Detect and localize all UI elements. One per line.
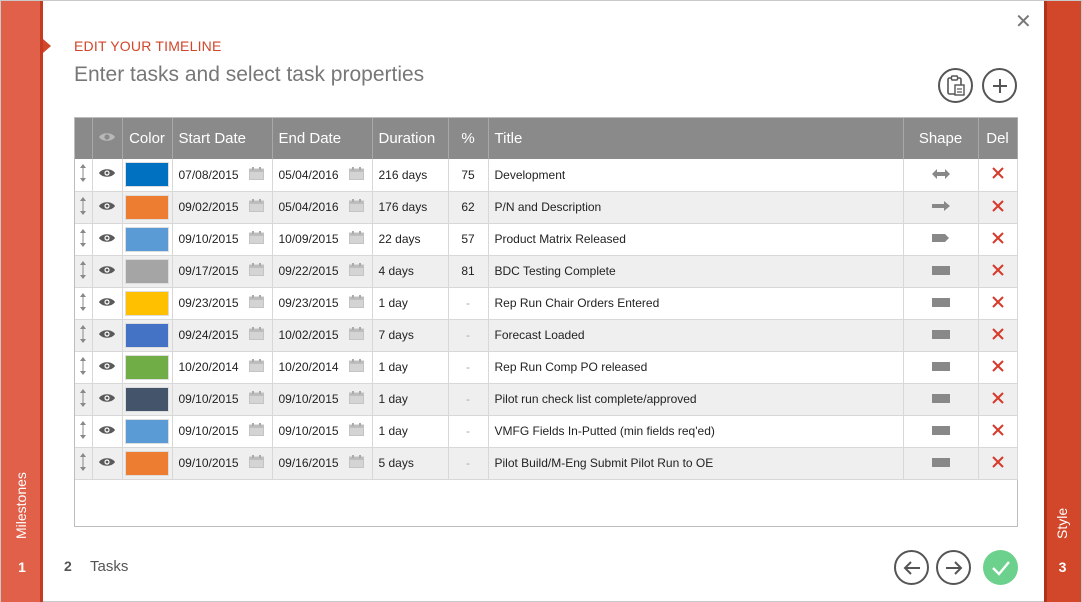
add-task-button[interactable] — [982, 68, 1017, 103]
visibility-toggle[interactable] — [92, 159, 122, 191]
color-swatch-cell[interactable] — [122, 351, 172, 383]
start-date-cell[interactable] — [172, 415, 272, 447]
calendar-icon[interactable] — [249, 359, 264, 375]
eye-icon — [98, 424, 116, 436]
title-cell[interactable]: Pilot Build/M-Eng Submit Pilot Run to OE — [488, 447, 903, 479]
end-date-value: 10/20/2014 — [278, 360, 339, 374]
task-table — [75, 118, 1018, 480]
title-cell[interactable]: P/N and Description — [488, 191, 903, 223]
duration-cell[interactable]: 1 day — [372, 351, 448, 383]
start-date-cell[interactable] — [172, 287, 272, 319]
clipboard-icon — [946, 75, 966, 97]
color-swatch[interactable] — [125, 291, 169, 316]
eye-icon — [98, 296, 116, 308]
color-swatch[interactable] — [125, 355, 169, 380]
delete-cell[interactable] — [978, 255, 1017, 287]
calendar-icon[interactable] — [249, 167, 264, 183]
percent-value: - — [466, 392, 470, 406]
table-row — [75, 159, 1017, 191]
end-date-value: 09/10/2015 — [278, 392, 339, 406]
title-cell[interactable]: VMFG Fields In-Putted (min fields req'ed) — [488, 415, 903, 447]
title-cell[interactable]: Rep Run Comp PO released — [488, 351, 903, 383]
delete-icon — [992, 200, 1004, 212]
end-date-cell[interactable] — [272, 255, 372, 287]
visibility-toggle[interactable] — [92, 255, 122, 287]
title-cell[interactable]: BDC Testing Complete — [488, 255, 903, 287]
percent-value: - — [466, 360, 470, 374]
visibility-toggle[interactable] — [92, 191, 122, 223]
eye-icon — [98, 264, 116, 276]
color-swatch-cell[interactable] — [122, 159, 172, 191]
percent-cell[interactable] — [448, 223, 488, 255]
calendar-icon[interactable] — [249, 263, 264, 279]
calendar-icon[interactable] — [249, 295, 264, 311]
percent-cell[interactable] — [448, 383, 488, 415]
calendar-icon[interactable] — [349, 327, 364, 343]
drag-handle[interactable] — [75, 255, 92, 287]
drag-handle[interactable] — [75, 191, 92, 223]
title-cell[interactable]: Rep Run Chair Orders Entered — [488, 287, 903, 319]
calendar-icon[interactable] — [249, 391, 264, 407]
drag-handle[interactable] — [75, 447, 92, 479]
end-date-column-header: End Date — [272, 118, 372, 159]
end-date-value: 09/16/2015 — [278, 456, 339, 470]
end-date-cell[interactable] — [272, 383, 372, 415]
delete-icon — [992, 264, 1004, 276]
shape-double-arrow-icon[interactable] — [932, 168, 950, 182]
eye-icon — [98, 328, 116, 340]
start-date-value: 09/17/2015 — [178, 264, 239, 278]
drag-handle-icon — [79, 452, 87, 472]
percent-cell[interactable] — [448, 351, 488, 383]
drag-handle-icon — [79, 292, 87, 312]
start-date-value: 09/10/2015 — [178, 456, 239, 470]
visibility-toggle[interactable] — [92, 319, 122, 351]
drag-handle[interactable] — [75, 319, 92, 351]
percent-value: 62 — [461, 200, 475, 214]
end-date-value: 09/23/2015 — [278, 296, 339, 310]
shape-cell[interactable] — [903, 447, 978, 479]
drag-handle[interactable] — [75, 223, 92, 255]
calendar-icon[interactable] — [249, 455, 264, 471]
title-cell[interactable]: Pilot run check list complete/approved — [488, 383, 903, 415]
start-date-cell[interactable] — [172, 447, 272, 479]
duration-cell[interactable]: 5 days — [372, 447, 448, 479]
style-step-label: Style — [1054, 507, 1070, 539]
eye-icon — [98, 131, 116, 143]
page-title: EDIT YOUR TIMELINE — [74, 38, 222, 54]
title-cell[interactable]: Product Matrix Released — [488, 223, 903, 255]
percent-value: - — [466, 328, 470, 342]
start-date-value: 09/23/2015 — [178, 296, 239, 310]
shape-cell[interactable] — [903, 383, 978, 415]
table-row — [75, 223, 1017, 255]
percent-column-header: % — [448, 118, 488, 159]
drag-handle-icon — [79, 388, 87, 408]
end-date-cell[interactable] — [272, 159, 372, 191]
table-row — [75, 447, 1017, 479]
delete-icon — [992, 392, 1004, 404]
checkmark-icon — [991, 560, 1011, 576]
title-column-header: Title — [488, 118, 903, 159]
eye-icon — [98, 392, 116, 404]
drag-handle[interactable] — [75, 383, 92, 415]
table-row — [75, 287, 1017, 319]
color-swatch-cell[interactable] — [122, 319, 172, 351]
plus-icon — [991, 77, 1009, 95]
end-date-value: 09/10/2015 — [278, 424, 339, 438]
duration-column-header: Duration — [372, 118, 448, 159]
duration-cell[interactable]: 22 days — [372, 223, 448, 255]
calendar-icon[interactable] — [249, 327, 264, 343]
drag-handle-icon — [79, 420, 87, 440]
table-row — [75, 415, 1017, 447]
color-swatch[interactable] — [125, 451, 169, 476]
calendar-icon[interactable] — [349, 295, 364, 311]
duration-cell[interactable]: 1 day — [372, 415, 448, 447]
delete-cell[interactable] — [978, 383, 1017, 415]
start-date-value: 09/02/2015 — [178, 200, 239, 214]
visibility-toggle[interactable] — [92, 447, 122, 479]
delete-cell[interactable] — [978, 191, 1017, 223]
start-date-cell[interactable] — [172, 223, 272, 255]
delete-icon — [992, 456, 1004, 468]
percent-value: - — [466, 296, 470, 310]
delete-column-header: Del — [978, 118, 1017, 159]
percent-cell[interactable] — [448, 319, 488, 351]
color-swatch[interactable] — [125, 162, 169, 187]
percent-value: - — [466, 424, 470, 438]
active-step-notch — [43, 39, 51, 53]
color-swatch-cell[interactable] — [122, 223, 172, 255]
calendar-icon[interactable] — [249, 199, 264, 215]
shape-bar-icon[interactable] — [932, 264, 950, 278]
drag-handle-icon — [79, 260, 87, 280]
end-date-cell[interactable] — [272, 287, 372, 319]
calendar-icon[interactable] — [349, 423, 364, 439]
color-column-header: Color — [122, 118, 172, 159]
table-row — [75, 351, 1017, 383]
color-swatch-cell[interactable] — [122, 287, 172, 319]
shape-bar-icon[interactable] — [932, 296, 950, 310]
style-step-number: 3 — [1058, 559, 1067, 575]
percent-cell[interactable] — [448, 447, 488, 479]
drag-handle-icon — [79, 356, 87, 376]
percent-value: - — [466, 456, 470, 470]
start-date-cell[interactable] — [172, 159, 272, 191]
end-date-cell[interactable] — [272, 223, 372, 255]
duration-cell[interactable]: 1 day — [372, 383, 448, 415]
calendar-icon[interactable] — [349, 359, 364, 375]
shape-cell[interactable] — [903, 191, 978, 223]
drag-handle[interactable] — [75, 351, 92, 383]
percent-cell[interactable] — [448, 191, 488, 223]
table-header-row — [75, 118, 1017, 159]
delete-cell[interactable] — [978, 223, 1017, 255]
delete-cell[interactable] — [978, 159, 1017, 191]
percent-cell[interactable] — [448, 159, 488, 191]
eye-icon — [98, 200, 116, 212]
duration-cell[interactable]: 4 days — [372, 255, 448, 287]
drag-handle[interactable] — [75, 415, 92, 447]
shape-cell[interactable] — [903, 159, 978, 191]
start-date-cell[interactable] — [172, 319, 272, 351]
color-swatch[interactable] — [125, 419, 169, 444]
delete-icon — [992, 167, 1004, 179]
right-tab-stripe — [1044, 1, 1047, 602]
shape-cell[interactable] — [903, 415, 978, 447]
table-row — [75, 191, 1017, 223]
color-swatch-cell[interactable] — [122, 383, 172, 415]
start-date-value: 10/20/2014 — [178, 360, 239, 374]
done-button[interactable] — [983, 550, 1018, 585]
start-date-value: 09/10/2015 — [178, 392, 239, 406]
left-tab-stripe — [40, 1, 43, 602]
calendar-icon[interactable] — [249, 231, 264, 247]
arrow-left-icon — [902, 560, 922, 576]
color-swatch-cell[interactable] — [122, 255, 172, 287]
shape-cell[interactable] — [903, 319, 978, 351]
calendar-icon[interactable] — [349, 455, 364, 471]
delete-cell[interactable] — [978, 319, 1017, 351]
percent-value: 57 — [461, 232, 475, 246]
shape-cell[interactable] — [903, 351, 978, 383]
drag-handle-icon — [79, 163, 87, 183]
visibility-column-header[interactable] — [92, 118, 122, 159]
task-grid — [74, 117, 1018, 527]
end-date-cell[interactable] — [272, 415, 372, 447]
title-cell[interactable]: Development — [488, 159, 903, 191]
page-subtitle: Enter tasks and select task properties — [74, 63, 425, 86]
percent-value: 81 — [461, 264, 475, 278]
color-swatch-cell[interactable] — [122, 415, 172, 447]
visibility-toggle[interactable] — [92, 223, 122, 255]
shape-bar-icon[interactable] — [932, 424, 950, 438]
visibility-toggle[interactable] — [92, 383, 122, 415]
color-swatch[interactable] — [125, 195, 169, 220]
paste-tasks-button[interactable] — [938, 68, 973, 103]
duration-cell[interactable]: 216 days — [372, 159, 448, 191]
eye-icon — [98, 232, 116, 244]
start-date-value: 09/10/2015 — [178, 232, 239, 246]
shape-bar-icon[interactable] — [932, 456, 950, 470]
end-date-value: 05/04/2016 — [278, 167, 339, 182]
shape-pentagon-icon[interactable] — [932, 232, 950, 246]
delete-cell[interactable] — [978, 287, 1017, 319]
shape-bar-icon[interactable] — [932, 328, 950, 342]
drag-handle-icon — [79, 324, 87, 344]
delete-cell[interactable] — [978, 447, 1017, 479]
tasks-step-number: 2 — [64, 558, 72, 574]
eye-icon — [98, 360, 116, 372]
delete-icon — [992, 360, 1004, 372]
style-step-tab[interactable] — [1044, 1, 1081, 602]
milestones-step-tab[interactable] — [1, 1, 43, 602]
visibility-toggle[interactable] — [92, 351, 122, 383]
color-swatch-cell[interactable] — [122, 447, 172, 479]
calendar-icon[interactable] — [349, 167, 364, 183]
delete-icon — [992, 328, 1004, 340]
tasks-step-label: Tasks — [90, 558, 129, 575]
end-date-value: 09/22/2015 — [278, 264, 339, 278]
visibility-toggle[interactable] — [92, 287, 122, 319]
end-date-cell[interactable] — [272, 447, 372, 479]
color-swatch[interactable] — [125, 259, 169, 284]
drag-handle-icon — [79, 228, 87, 248]
end-date-cell[interactable] — [272, 191, 372, 223]
start-date-value: 07/08/2015 — [178, 167, 239, 182]
task-rows — [75, 159, 1017, 479]
color-swatch[interactable] — [125, 323, 169, 348]
calendar-icon[interactable] — [349, 199, 364, 215]
end-date-value: 10/09/2015 — [278, 232, 339, 246]
duration-cell[interactable]: 1 day — [372, 287, 448, 319]
percent-cell[interactable] — [448, 287, 488, 319]
next-button[interactable] — [936, 550, 971, 585]
title-cell[interactable]: Forecast Loaded — [488, 319, 903, 351]
delete-icon — [992, 296, 1004, 308]
eye-icon — [98, 456, 116, 468]
drag-column-header — [75, 118, 92, 159]
delete-icon — [992, 232, 1004, 244]
visibility-toggle[interactable] — [92, 415, 122, 447]
calendar-icon[interactable] — [349, 391, 364, 407]
end-date-cell[interactable] — [272, 351, 372, 383]
shape-bar-icon[interactable] — [932, 360, 950, 374]
duration-cell[interactable]: 7 days — [372, 319, 448, 351]
close-icon[interactable]: ✕ — [1015, 11, 1032, 33]
table-row — [75, 383, 1017, 415]
delete-icon — [992, 424, 1004, 436]
color-swatch[interactable] — [125, 387, 169, 412]
drag-handle[interactable] — [75, 287, 92, 319]
start-date-cell[interactable] — [172, 255, 272, 287]
percent-cell[interactable] — [448, 255, 488, 287]
milestones-step-label: Milestones — [13, 472, 29, 539]
delete-cell[interactable] — [978, 415, 1017, 447]
start-date-value: 09/10/2015 — [178, 424, 239, 438]
drag-handle-icon — [79, 196, 87, 216]
start-date-cell[interactable] — [172, 351, 272, 383]
shape-column-header: Shape — [903, 118, 978, 159]
delete-cell[interactable] — [978, 351, 1017, 383]
color-swatch-cell[interactable] — [122, 191, 172, 223]
shape-bar-icon[interactable] — [932, 392, 950, 406]
calendar-icon[interactable] — [349, 231, 364, 247]
shape-cell[interactable] — [903, 223, 978, 255]
start-date-column-header: Start Date — [172, 118, 272, 159]
arrow-right-icon — [944, 560, 964, 576]
duration-cell[interactable]: 176 days — [372, 191, 448, 223]
start-date-cell[interactable] — [172, 191, 272, 223]
start-date-value: 09/24/2015 — [178, 328, 239, 342]
percent-cell[interactable] — [448, 415, 488, 447]
milestones-step-number: 1 — [18, 559, 26, 575]
start-date-cell[interactable] — [172, 383, 272, 415]
shape-cell[interactable] — [903, 287, 978, 319]
end-date-cell[interactable] — [272, 319, 372, 351]
end-date-value: 10/02/2015 — [278, 328, 339, 342]
shape-arrow-icon[interactable] — [932, 200, 950, 214]
table-row — [75, 319, 1017, 351]
table-row — [75, 255, 1017, 287]
color-swatch[interactable] — [125, 227, 169, 252]
calendar-icon[interactable] — [249, 423, 264, 439]
end-date-value: 05/04/2016 — [278, 200, 339, 214]
calendar-icon[interactable] — [349, 263, 364, 279]
eye-icon — [98, 167, 116, 179]
previous-button[interactable] — [894, 550, 929, 585]
percent-value: 75 — [461, 167, 475, 182]
drag-handle[interactable] — [75, 159, 92, 191]
shape-cell[interactable] — [903, 255, 978, 287]
